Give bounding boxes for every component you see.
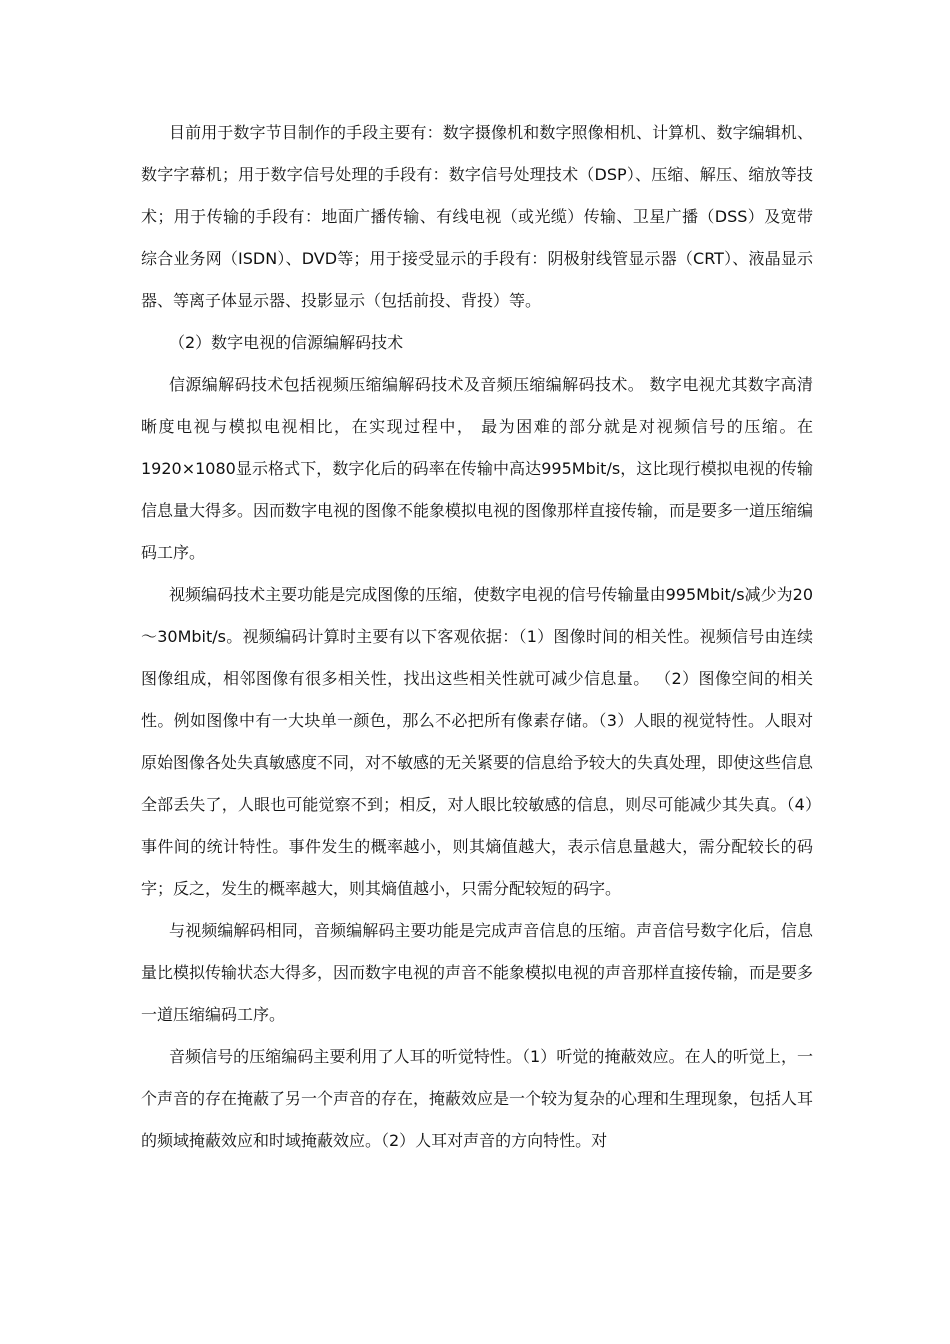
paragraph-production-means: 目前用于数字节目制作的手段主要有：数字摄像机和数字照像相机、计算机、数字编辑机、数字字幕机；用于数字信号处理的手段有：数字信号处理技术（DSP）、压缩、解压、缩放等技术；用于传输的手段有：地面广播传输、有线电视（或光缆）传输、卫星广播（DSS）及宽带综合业务网（ISDN）、DVD等；用于接受显示的手段有：阴极射线管显示器（CRT）、液晶显示器、等离子体显示器、投影显示（包括前投、背投）等。 <box>141 123 813 310</box>
paragraph-audio-compression: 音频信号的压缩编码主要利用了人耳的听觉特性。（1）听觉的掩蔽效应。在人的听觉上，一个声音的存在掩蔽了另一个声音的存在，掩蔽效应是一个较为复杂的心理和生理现象，包括人耳的频域掩蔽效应和时域掩蔽效应。（2）人耳对声音的方向特性。对 <box>141 1047 814 1150</box>
paragraph-source-coding-intro: 信源编解码技术包括视频压缩编解码技术及音频压缩编解码技术。 数字电视尤其数字高清晰度电视与模拟电视相比，在实现过程中， 最为困难的部分就是对视频信号的压缩。在1920×1080显示格式下，数字化后的码率在传输中高达995Mbit/s，这比现行模拟电视的传输信息量大得多。因而数字电视的图像不能象模拟电视的图像那样直接传输，而是要多一道压缩编码工序。 <box>141 375 814 562</box>
paragraph-audio-coding: 与视频编解码相同，音频编解码主要功能是完成声音信息的压缩。声音信号数字化后，信息量比模拟传输状态大得多，因而数字电视的声音不能象模拟电视的声音那样直接传输，而是要多一道压缩编码工序。 <box>141 921 814 1024</box>
document-body <box>141 112 813 1162</box>
section-heading-source-coding: （2）数字电视的信源编解码技术 <box>169 333 404 352</box>
paragraph-video-coding: 视频编码技术主要功能是完成图像的压缩，使数字电视的信号传输量由995Mbit/s减少为20～30Mbit/s。视频编码计算时主要有以下客观依据：（1）图像时间的相关性。视频信号由连续图像组成，相邻图像有很多相关性，找出这些相关性就可减少信息量。 （2）图像空间的相关性。例如图像中有一大块单一颜色，那么不必把所有像素存储。（3）人眼的视觉特性。人眼对原始图像各处失真敏感度不同，对不敏感的无关紧要的信息给予较大的失真处理，即使这些信息全部丢失了，人眼也可能觉察不到；相反，对人眼比较敏感的信息，则尽可能减少其失真。（4）事件间的统计特性。事件发生的概率越小，则其熵值越大，表示信息量越大，需分配较长的码字；反之，发生的概率越大，则其熵值越小，只需分配较短的码字。 <box>141 585 814 898</box>
